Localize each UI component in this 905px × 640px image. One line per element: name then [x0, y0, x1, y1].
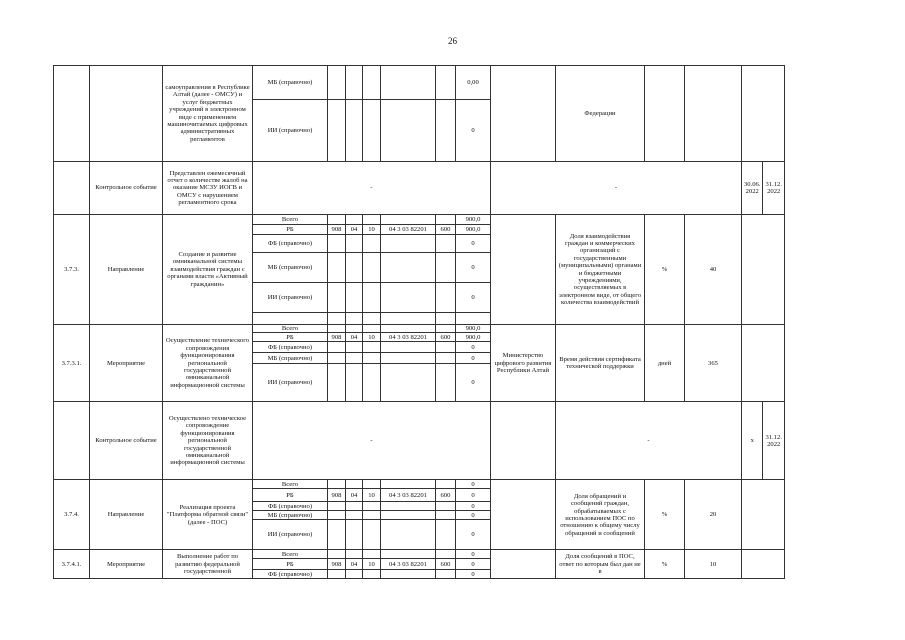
r6-cell	[328, 480, 346, 489]
r7-cell	[436, 550, 456, 559]
r4-cell	[381, 364, 436, 402]
r4-kbk-1: 908	[328, 333, 346, 342]
r7-dates	[742, 550, 785, 579]
r1-num	[54, 66, 90, 162]
r3-cell	[363, 215, 381, 225]
r1-description: самоуправления в Республике Алтай (далее - ОМСУ) и услуг бюджетных учреждений в электронном виде с применением машиночитаемых цифровых административных регламентов	[163, 66, 253, 162]
r6-cell	[328, 520, 346, 550]
r3-cell	[253, 313, 328, 325]
r4-target: 365	[685, 325, 742, 402]
r6-source-mb: МБ (справочно)	[253, 511, 328, 520]
r6-dates	[742, 480, 785, 550]
r4-source-rb: РБ	[253, 333, 328, 342]
r7-kbk-4: 04 3 03 82201	[381, 559, 436, 570]
r6-executor	[491, 480, 556, 550]
r1-cell	[328, 66, 346, 100]
r3-value-fb: 0	[456, 235, 491, 253]
r1-target	[685, 66, 742, 162]
r4-source-mb: МБ (справочно)	[253, 353, 328, 364]
r3-cell	[381, 253, 436, 283]
r6-cell	[346, 511, 363, 520]
r6-cell	[381, 502, 436, 511]
r3-kbk-3: 10	[363, 225, 381, 235]
r5-finance-dash: -	[253, 402, 491, 480]
r1-cell	[381, 66, 436, 100]
r4-source-all: Всего	[253, 325, 328, 333]
r3-executor	[491, 215, 556, 325]
r4-num: 3.7.3.1.	[54, 325, 90, 402]
r6-cell	[346, 502, 363, 511]
program-table	[53, 65, 785, 579]
r4-cell	[363, 364, 381, 402]
r4-kbk-3: 10	[363, 333, 381, 342]
r1-cell	[381, 100, 436, 162]
r4-cell	[436, 342, 456, 353]
r4-cell	[381, 325, 436, 333]
r4-cell	[363, 353, 381, 364]
r3-description: Создание и развитие омниканальной системы взаимодействия граждан с органами власти «Активный гражданин»	[163, 215, 253, 325]
r3-value-all: 900,0	[456, 215, 491, 225]
r3-unit: %	[645, 215, 685, 325]
r3-cell	[328, 235, 346, 253]
r4-cell	[346, 325, 363, 333]
r6-num: 3.7.4.	[54, 480, 90, 550]
r4-cell	[436, 353, 456, 364]
r4-cell	[346, 342, 363, 353]
r5-executor	[491, 402, 556, 480]
r4-cell	[381, 342, 436, 353]
r3-cell	[363, 313, 381, 325]
r3-cell	[436, 235, 456, 253]
r3-cell	[328, 215, 346, 225]
r6-value-all: 0	[456, 480, 491, 489]
r3-cell	[381, 313, 436, 325]
r3-cell	[346, 283, 363, 313]
r3-dates	[742, 215, 785, 325]
r7-value-rb: 0	[456, 559, 491, 570]
r3-target: 40	[685, 215, 742, 325]
r6-cell	[363, 520, 381, 550]
r7-cell	[381, 550, 436, 559]
r3-source-ii: ИИ (справочно)	[253, 283, 328, 313]
r3-cell	[381, 235, 436, 253]
r7-indicator: Доля сообщений в ПОС, ответ по которым был дан не в	[556, 550, 645, 579]
r5-num	[54, 402, 90, 480]
r7-value-all: 0	[456, 550, 491, 559]
r4-cell	[363, 342, 381, 353]
r4-value-fb: 0	[456, 342, 491, 353]
r7-executor	[491, 550, 556, 579]
r3-type: Направление	[90, 215, 163, 325]
r4-indicator: Время действия сертификата технической поддержки	[556, 325, 645, 402]
r7-kbk-2: 04	[346, 559, 363, 570]
r1-cell	[436, 100, 456, 162]
r4-cell	[346, 364, 363, 402]
r4-value-ii: 0	[456, 364, 491, 402]
r7-cell	[328, 570, 346, 579]
r6-target: 20	[685, 480, 742, 550]
r3-kbk-1: 908	[328, 225, 346, 235]
r3-indicator: Доля взаимодействия граждан и коммерческих организаций с государственными (муниципальными) органами и бюджетными учреждениями, осуществляемых в электронном виде, от общего количества взаимодействий	[556, 215, 645, 325]
r4-description: Осуществление технического сопровождения функционирования региональной государственной омниканальной информационной системы	[163, 325, 253, 402]
r1-cell	[346, 66, 363, 100]
r4-value-rb: 900,0	[456, 333, 491, 342]
r5-date-1: х	[742, 402, 763, 480]
r3-cell	[328, 283, 346, 313]
r6-kbk-2: 04	[346, 489, 363, 502]
r3-cell	[346, 215, 363, 225]
r6-cell	[436, 511, 456, 520]
r1-value-ii: 0	[456, 100, 491, 162]
r2-description: Представлен ежемесячный отчет о количестве жалоб на оказание МСЗУ ИОГВ и ОМСУ с нарушением регламентного срока	[163, 162, 253, 215]
r4-cell	[436, 325, 456, 333]
r1-cell	[346, 100, 363, 162]
r6-source-all: Всего	[253, 480, 328, 489]
r6-cell	[436, 520, 456, 550]
r6-value-mb: 0	[456, 511, 491, 520]
r7-unit: %	[645, 550, 685, 579]
r6-description: Реализация проекта "Платформа обратной связи" (далее - ПОС)	[163, 480, 253, 550]
r4-cell	[381, 353, 436, 364]
r6-source-ii: ИИ (справочно)	[253, 520, 328, 550]
r4-cell	[328, 342, 346, 353]
r3-value-ii: 0	[456, 283, 491, 313]
r2-date-1: 30.06. 2022	[742, 162, 763, 215]
r1-type	[90, 66, 163, 162]
r1-indicator: Федерации	[556, 66, 645, 162]
r3-source-fb: ФБ (справочно)	[253, 235, 328, 253]
r4-kbk-5: 600	[436, 333, 456, 342]
r3-cell	[381, 283, 436, 313]
r4-cell	[328, 353, 346, 364]
page-number: 26	[448, 36, 457, 46]
r3-value-mb: 0	[456, 253, 491, 283]
r4-source-ii: ИИ (справочно)	[253, 364, 328, 402]
r6-cell	[436, 502, 456, 511]
r4-kbk-4: 04 3 03 82201	[381, 333, 436, 342]
r1-executor	[491, 66, 556, 162]
r2-num	[54, 162, 90, 215]
r6-source-rb: РБ	[253, 489, 328, 502]
r7-target: 10	[685, 550, 742, 579]
r4-unit: дней	[645, 325, 685, 402]
r7-source-rb: РБ	[253, 559, 328, 570]
r4-cell	[436, 364, 456, 402]
r3-source-rb: РБ	[253, 225, 328, 235]
r6-cell	[381, 480, 436, 489]
r3-num: 3.7.3.	[54, 215, 90, 325]
r3-cell	[363, 283, 381, 313]
r6-cell	[363, 511, 381, 520]
r3-cell	[346, 313, 363, 325]
r4-cell	[328, 364, 346, 402]
r4-value-mb: 0	[456, 353, 491, 364]
r4-source-fb: ФБ (справочно)	[253, 342, 328, 353]
r1-source-mb: МБ (справочно)	[253, 66, 328, 100]
r4-executor: Министерство цифрового развития Республики Алтай	[491, 325, 556, 402]
r2-type: Контрольное событие	[90, 162, 163, 215]
r6-kbk-4: 04 3 03 82201	[381, 489, 436, 502]
r2-date-2: 31.12. 2022	[763, 162, 784, 215]
r7-kbk-5: 600	[436, 559, 456, 570]
r7-cell	[363, 550, 381, 559]
r4-type: Мероприятие	[90, 325, 163, 402]
r6-cell	[363, 480, 381, 489]
r3-cell	[436, 215, 456, 225]
r3-source-all: Всего	[253, 215, 328, 225]
r6-source-fb: ФБ (справочно)	[253, 502, 328, 511]
r1-cell	[363, 100, 381, 162]
r7-source-all: Всего	[253, 550, 328, 559]
r4-cell	[328, 325, 346, 333]
r6-cell	[346, 480, 363, 489]
r3-kbk-4: 04 3 03 82201	[381, 225, 436, 235]
r1-dates	[742, 66, 785, 162]
r2-indicator-dash: -	[491, 162, 742, 215]
r1-source-ii: ИИ (справочно)	[253, 100, 328, 162]
r3-kbk-2: 04	[346, 225, 363, 235]
r7-cell	[381, 570, 436, 579]
r7-num: 3.7.4.1.	[54, 550, 90, 579]
r6-cell	[436, 480, 456, 489]
r1-cell	[363, 66, 381, 100]
r6-cell	[328, 502, 346, 511]
r7-value-fb: 0	[456, 570, 491, 579]
r7-kbk-3: 10	[363, 559, 381, 570]
r2-finance-dash: -	[253, 162, 491, 215]
r1-value-mb: 0,00	[456, 66, 491, 100]
r6-type: Направление	[90, 480, 163, 550]
r6-unit: %	[645, 480, 685, 550]
r6-value-fb: 0	[456, 502, 491, 511]
r6-cell	[381, 520, 436, 550]
r6-value-ii: 0	[456, 520, 491, 550]
r1-cell	[436, 66, 456, 100]
r3-cell	[436, 313, 456, 325]
r6-kbk-1: 908	[328, 489, 346, 502]
r7-kbk-1: 908	[328, 559, 346, 570]
r5-description: Осуществлено техническое сопровождение функционирования региональной государственной омниканальной информационной системы	[163, 402, 253, 480]
r3-cell	[363, 253, 381, 283]
r6-cell	[346, 520, 363, 550]
r6-value-rb: 0	[456, 489, 491, 502]
r3-cell	[346, 235, 363, 253]
r7-source-fb: ФБ (справочно)	[253, 570, 328, 579]
r4-cell	[363, 325, 381, 333]
r3-cell	[436, 283, 456, 313]
r4-value-all: 900,0	[456, 325, 491, 333]
r6-kbk-5: 600	[436, 489, 456, 502]
r4-dates	[742, 325, 785, 402]
r3-cell	[381, 215, 436, 225]
r6-cell	[363, 502, 381, 511]
r6-cell	[328, 511, 346, 520]
r1-unit	[645, 66, 685, 162]
r5-indicator-dash: -	[556, 402, 742, 480]
r3-kbk-5: 600	[436, 225, 456, 235]
r3-cell	[436, 253, 456, 283]
r4-kbk-2: 04	[346, 333, 363, 342]
r6-cell	[381, 511, 436, 520]
r5-type: Контрольное событие	[90, 402, 163, 480]
r3-cell	[328, 313, 346, 325]
r7-description: Выполнение работ по развитию федеральной государственной	[163, 550, 253, 579]
r7-cell	[363, 570, 381, 579]
r4-cell	[346, 353, 363, 364]
r3-cell	[456, 313, 491, 325]
r7-type: Мероприятие	[90, 550, 163, 579]
r7-cell	[346, 570, 363, 579]
r3-cell	[363, 235, 381, 253]
r3-source-mb: МБ (справочно)	[253, 253, 328, 283]
r3-cell	[328, 253, 346, 283]
r3-cell	[346, 253, 363, 283]
r3-value-rb: 900,0	[456, 225, 491, 235]
r7-cell	[346, 550, 363, 559]
r6-kbk-3: 10	[363, 489, 381, 502]
r7-cell	[436, 570, 456, 579]
r6-indicator: Доля обращений и сообщений граждан, обрабатываемых с использованием ПОС по отношению к общему числу обращений и сообщений	[556, 480, 645, 550]
r1-cell	[328, 100, 346, 162]
r5-date-2: 31.12. 2022	[763, 402, 784, 480]
r7-cell	[328, 550, 346, 559]
